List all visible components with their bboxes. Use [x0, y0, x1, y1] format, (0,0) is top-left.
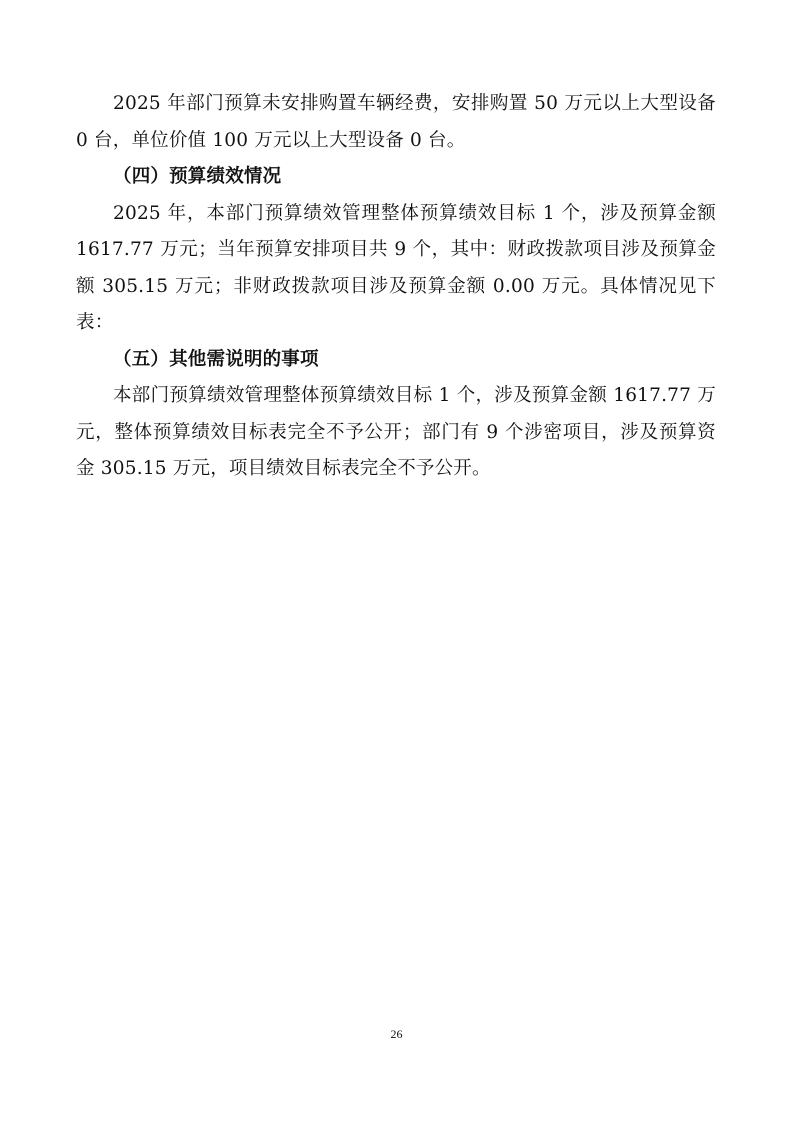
document-body — [76, 86, 716, 488]
paragraph-other-matters: 本部门预算绩效管理整体预算绩效目标 1 个，涉及预算金额 1617.77 万元，整体预算绩效目标表完全不予公开；部门有 9 个涉密项目，涉及预算资金 305.15 万元，项目绩效目标表完全不予公开。 — [76, 385, 716, 479]
paragraph-performance: 2025 年，本部门预算绩效管理整体预算绩效目标 1 个，涉及预算金额 1617.77 万元；当年预算安排项目共 9 个，其中：财政拨款项目涉及预算金额 305.15 万元；非财政拨款项目涉及预算金额 0.00 万元。具体情况见下表： — [76, 202, 716, 333]
page-number: 26 — [390, 1027, 403, 1041]
paragraph-vehicle-equipment: 2025 年部门预算未安排购置车辆经费，安排购置 50 万元以上大型设备 0 台，单位价值 100 万元以上大型设备 0 台。 — [76, 93, 716, 151]
section-heading-other-matters: （五）其他需说明的事项 — [113, 348, 319, 370]
section-heading-performance: （四）预算绩效情况 — [113, 166, 282, 187]
